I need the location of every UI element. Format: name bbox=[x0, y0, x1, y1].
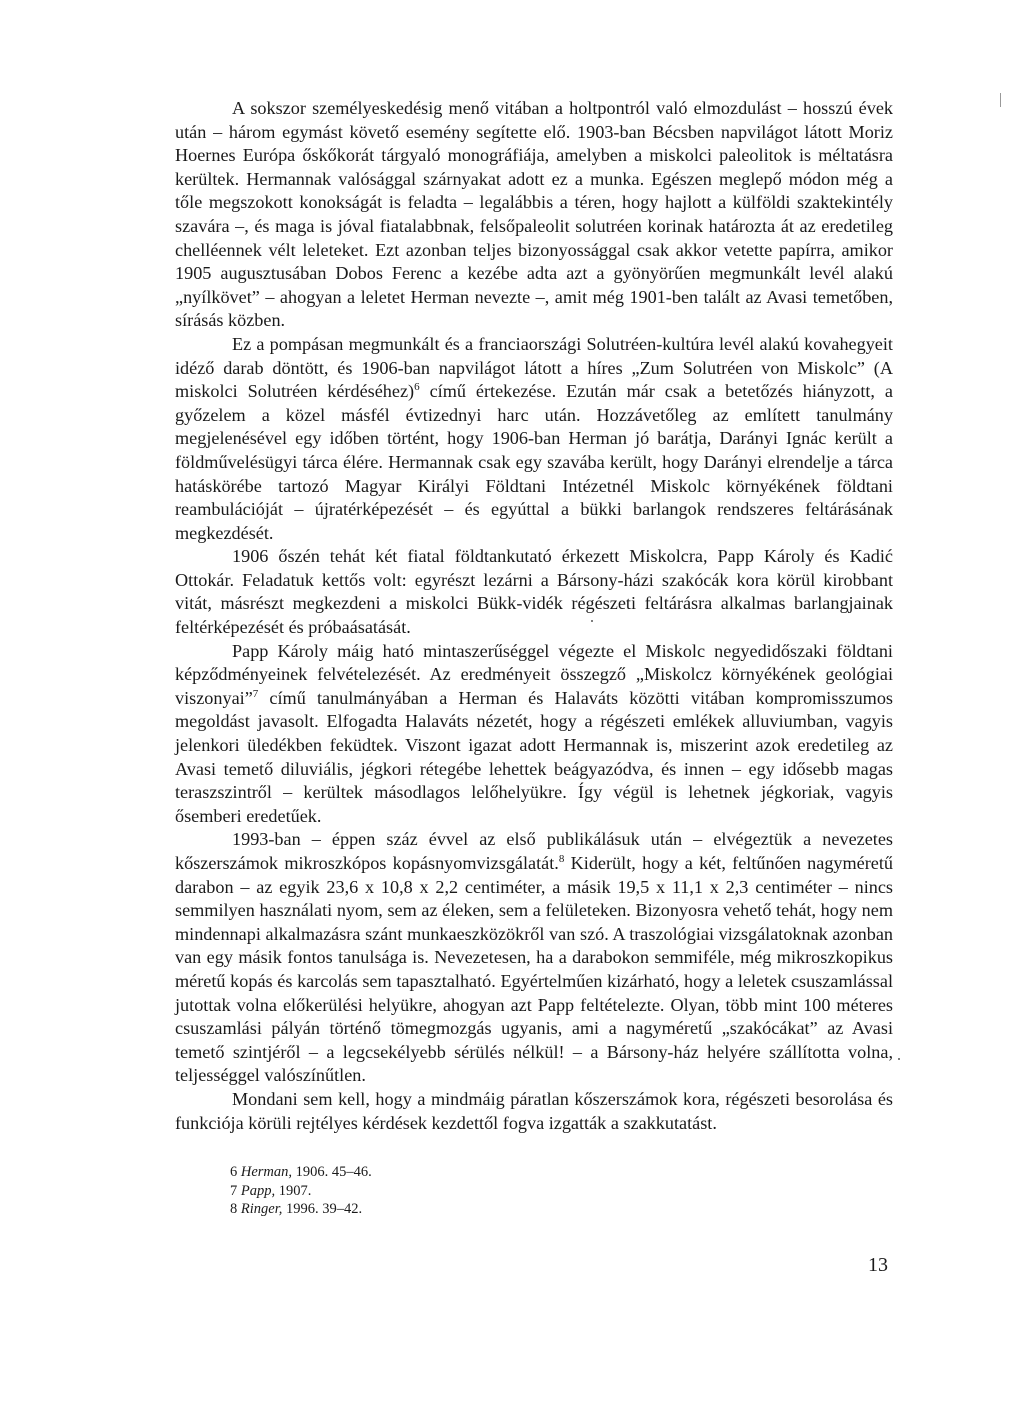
paragraph-5-text-a: 1993-ban – éppen száz évvel az első publikálásuk után – elvégeztük a nevezetes kőszerszámok mikroszkópos kopásnyomvizsgálatát. bbox=[175, 829, 893, 873]
page-number: 13 bbox=[868, 1254, 888, 1276]
paragraph-3: 1906 őszén tehát két fiatal földtankutató érkezett Miskolcra, Papp Károly és Kadić Ottokár. Feladatuk kettős volt: egyrészt lezárni a Bársony-házi szakócák kora körül kirobbant vitát, másrészt megkezdeni a miskolci Bükk-vidék régészeti feltárásra alkalmas barlangjainak feltérképezését és próbaásatását. bbox=[175, 546, 893, 638]
footnote-7 bbox=[230, 1182, 372, 1201]
paragraph-2 bbox=[175, 333, 893, 545]
paragraph-4-text-a: Papp Károly máig ható mintaszerűséggel végezte el Miskolc negyedidőszaki földtani képződményeinek felvételezését. Az eredményeit összegző „Miskolcz környékének geológiai viszonyai” bbox=[175, 640, 893, 708]
footnote-number: 7 bbox=[230, 1182, 238, 1199]
footnote-author: Ringer, bbox=[240, 1201, 283, 1217]
footnote-reference: 1907. bbox=[278, 1182, 312, 1199]
paragraph-2-text-b: című értekezése. Ezután már csak a betetőzés hiányzott, a győzelem a közel másfél évtizednyi harc után. Hozzávetőleg az említett tanulmány megjelenésével egy időben történt, hogy 1906-ban Herman jó barátja, Darányi Ignác került a földművelésügyi tárca élére. Hermannak csak egy szavába került, hogy Darányi elrendelje a tárca hatáskörébe tartozó Magyar Királyi Földtani Intézetnél Miskolc környékének földtani reambulációját – újratérképezését – és egyúttal a bükki barlangok rendszeres feltárásának megkezdését. bbox=[175, 381, 894, 543]
footnote-8 bbox=[230, 1200, 372, 1219]
paragraph-4 bbox=[175, 640, 893, 829]
page-body bbox=[175, 97, 893, 1135]
footnote-ref-8: 8 bbox=[558, 852, 565, 865]
paragraph-1: A sokszor személyeskedésig menő vitában a holtpontról való elmozdulást – hosszú évek után – három egymást követő esemény segítette elő. 1903-ban Bécsben napvilágot látott Moriz Hoernes Európa őskőkorát tárgyaló monográfiája, amelyben a miskolci paleolitok is méltatásra kerültek. Hermannak valósággal szárnyakat adott ez a munka. Egészen meglepő módon még a tőle megszokott konokságát is feladta – legalábbis a téren, hogy hajlott a külföldi szaktekintély szavára –, és maga is jóval fiatalabbnak, felsőpaleolit solutréen korinak határozta át az eredetileg chelléennek vélt leleteket. Ezt azonban teljes bizonyossággal csak akkor vetette papírra, amikor 1905 augusztusában Dobos Ferenc a kezébe adta azt a gyönyörűen megmunkált levél alakú „nyílkövet” – ahogyan a leletet Herman nevezte –, amit még 1901-ben talált az Avasi temetőben, sírásás közben. bbox=[175, 98, 893, 331]
scan-speck bbox=[591, 620, 593, 622]
paragraph-5 bbox=[175, 828, 893, 1088]
footnote-number: 6 bbox=[230, 1164, 238, 1180]
paragraph-2-text-a: Ez a pompásan megmunkált és a franciaországi Solutréen-kultúra levél alakú kovahegyeit idéző darab döntött, és 1906-ban napvilágot látott a híres „Zum Solutréen von Miskolc” (A miskolci Solutréen kérdéséhez) bbox=[175, 333, 893, 402]
paragraph-6: Mondani sem kell, hogy a mindmáig páratlan kőszerszámok kora, régészeti besorolása és funkciója körüli rejtélyes kérdések kezdettől fogva izgatták a szakkutatást. bbox=[175, 1088, 893, 1133]
footnotes bbox=[230, 1163, 372, 1219]
scan-speck bbox=[1000, 93, 1001, 107]
footnote-number: 8 bbox=[230, 1201, 238, 1217]
footnote-ref-7: 7 bbox=[252, 687, 259, 700]
footnote-author: Herman, bbox=[240, 1164, 293, 1180]
footnote-reference: 1906. 45–46. bbox=[295, 1164, 372, 1180]
paragraph-5-text-b: Kiderült, hogy a két, feltűnően nagyméretű darabon – az egyik 23,6 x 10,8 x 2,2 centiméter, a másik 19,5 x 11,1 x 2,3 centiméter – nincs semmilyen használati nyom, sem az éleken, sem a felületeken. Bizonyosra vehető tehát, hogy nem mindennapi alkalmazásra szánt munkaeszközökről van szó. A traszológiai vizsgálatoknak azonban van egy másik fontos tanulsága is. Nevezetesen, ha a darabokon semmiféle, még mikroszkopikus méretű kopás és karcolás sem tapasztalható. Egyértelműen kizárható, hogy a leletek csuszamlással jutottak volna előkerülési helyükre, ahogyan azt Papp feltételezte. Olyan, több mint 100 méteres csuszamlási pályán történő tömegmozgás ugyanis, ami a nagyméretű „szakócákat” az Avasi temető szintjéről – a legcsekélyebb sérülés nélkül! – a Bársony-ház helyére szállította volna, teljességgel valószínűtlen. bbox=[175, 853, 894, 1086]
body-text bbox=[175, 97, 893, 1135]
footnote-reference: 1996. 39–42. bbox=[285, 1201, 363, 1217]
paragraph-4-text-b: című tanulmányában a Herman és Halaváts közötti vitában kompromisszumos megoldást javasolt. Elfogadta Halaváts nézetét, hogy a régészeti emlékek alluviumban, vagyis jelenkori üledékben feküdtek. Viszont igazat adott Hermannak is, miszerint azok eredetileg az Avasi temető diluviális, jégkori rétegébe lehettek beágyazódva, és innen – egy idősebb magas teraszszintről – kerültek másodlagos lelőhelyükre. Így végül is lehetnek jégkoriak, vagyis ősemberi eredetűek. bbox=[175, 687, 893, 826]
scan-speck bbox=[898, 1058, 900, 1060]
footnote-ref-6: 6 bbox=[414, 381, 420, 394]
footnote-author: Papp, bbox=[240, 1182, 276, 1199]
footnote-6 bbox=[230, 1163, 372, 1182]
